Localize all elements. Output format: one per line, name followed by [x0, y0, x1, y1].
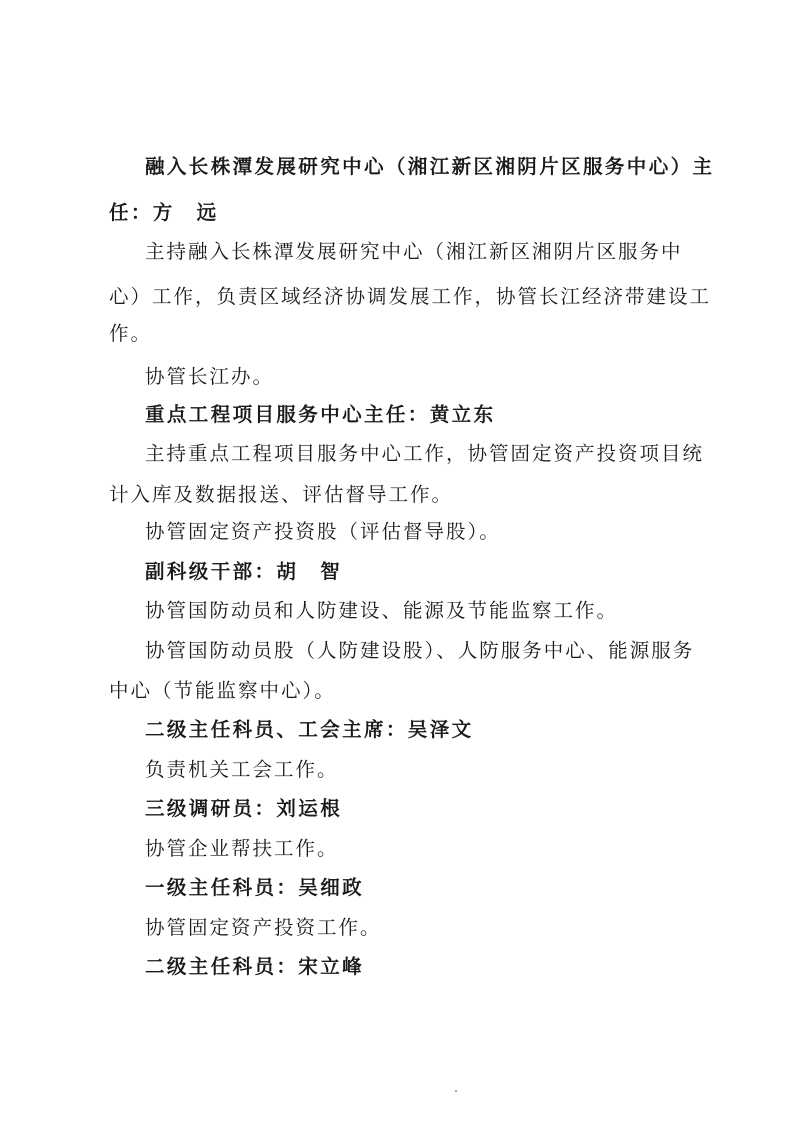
section-1-duty-line-2: 心）工作，负责区域经济协调发展工作，协管长江经济带建设工: [109, 285, 712, 308]
section-2-duty-line-1: 主持重点工程项目服务中心工作，协管固定资产投资项目统: [145, 442, 705, 465]
section-1-duty-line-1: 主持融入长株潭发展研究中心（湘江新区湘阴片区服务中: [145, 240, 683, 263]
section-1-heading-line-1: 融入长株潭发展研究中心（湘江新区湘阴片区服务中心）主: [145, 155, 715, 178]
section-1-assist: 协管长江办。: [145, 365, 275, 388]
section-3-duty: 协管国防动员和人防建设、能源及节能监察工作。: [145, 599, 619, 622]
section-6-duty: 协管固定资产投资工作。: [145, 916, 382, 939]
section-2-assist: 协管固定资产投资股（评估督导股）。: [145, 520, 501, 543]
scan-speck: [455, 1090, 457, 1092]
section-1-heading-line-2: 任：方 远: [109, 201, 219, 224]
section-2-duty-line-2: 计入库及数据报送、评估督导工作。: [109, 483, 454, 506]
section-3-assist-line-1: 协管国防动员股（人防建设股）、人防服务中心、能源服务: [145, 639, 695, 662]
section-7-heading: 二级主任科员：宋立峰: [145, 955, 365, 978]
section-5-duty: 协管企业帮扶工作。: [145, 837, 339, 860]
section-2-heading: 重点工程项目服务中心主任：黄立东: [145, 403, 496, 426]
section-3-heading: 副科级干部：胡 智: [145, 560, 343, 583]
section-3-assist-line-2: 中心（节能监察中心）。: [109, 679, 336, 702]
section-6-heading: 一级主任科员：吴细政: [145, 876, 365, 899]
section-1-duty-line-3: 作。: [109, 322, 153, 345]
section-4-heading: 二级主任科员、工会主席：吴泽文: [145, 718, 474, 741]
section-4-duty: 负责机关工会工作。: [145, 758, 339, 781]
section-5-heading: 三级调研员：刘运根: [145, 797, 343, 820]
